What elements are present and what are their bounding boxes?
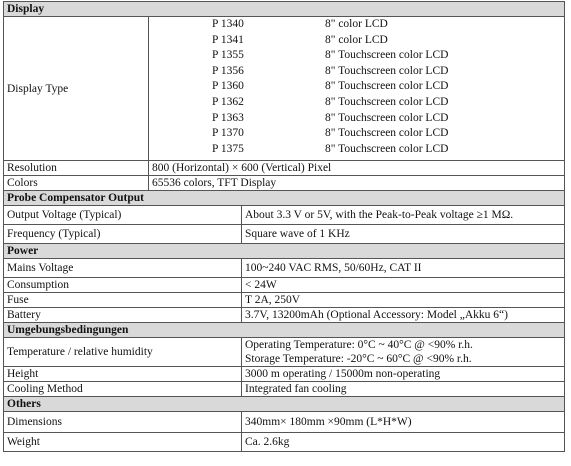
row-cooling bbox=[4, 382, 565, 397]
display-model-description: 8" Touchscreen color LCD bbox=[325, 80, 449, 93]
battery-value: 3.7V, 13200mAh (Optional Accessory: Model „Akku 6“) bbox=[242, 308, 565, 323]
section-environment-header bbox=[4, 323, 565, 338]
row-fuse bbox=[4, 293, 565, 308]
height-value: 3000 m operating / 15000m non-operating bbox=[242, 367, 565, 382]
section-title-power: Power bbox=[4, 244, 565, 259]
cooling-value: Integrated fan cooling bbox=[242, 382, 565, 397]
battery-label: Battery bbox=[4, 308, 242, 323]
display-model-description: 8" Touchscreen color LCD bbox=[325, 49, 449, 62]
weight-value: Ca. 2.6kg bbox=[242, 433, 565, 452]
display-model-description: 8" Touchscreen color LCD bbox=[325, 64, 449, 77]
temperature-value bbox=[242, 338, 565, 367]
display-type-label: Display Type bbox=[4, 17, 149, 161]
display-model-description: 8" Touchscreen color LCD bbox=[325, 142, 449, 155]
dimensions-value: 340mm× 180mm ×90mm (L*H*W) bbox=[242, 412, 565, 433]
display-model-number: P 1341 bbox=[212, 33, 244, 46]
mains-voltage-label: Mains Voltage bbox=[4, 259, 242, 278]
row-weight bbox=[4, 433, 565, 452]
display-model-number: P 1356 bbox=[212, 64, 244, 77]
colors-value: 65536 colors, TFT Display bbox=[149, 176, 565, 191]
row-temperature bbox=[4, 338, 565, 367]
output-voltage-label: Output Voltage (Typical) bbox=[4, 206, 242, 225]
resolution-value: 800 (Horizontal) × 600 (Vertical) Pixel bbox=[149, 161, 565, 176]
consumption-value: < 24W bbox=[242, 278, 565, 293]
display-models-cell bbox=[149, 17, 565, 161]
row-battery bbox=[4, 308, 565, 323]
row-mains-voltage bbox=[4, 259, 565, 278]
resolution-label: Resolution bbox=[4, 161, 149, 176]
fuse-value: T 2A, 250V bbox=[242, 293, 565, 308]
storage-temperature: Storage Temperature: -20°C ~ 60°C @ <90% r.h. bbox=[245, 353, 472, 365]
section-title-environment: Umgebungsbedingungen bbox=[4, 323, 565, 338]
row-frequency bbox=[4, 225, 565, 244]
display-model-number: P 1375 bbox=[212, 142, 244, 155]
colors-label: Colors bbox=[4, 176, 149, 191]
display-model-description: 8" Touchscreen color LCD bbox=[325, 127, 449, 140]
row-consumption bbox=[4, 278, 565, 293]
display-model-number: P 1355 bbox=[212, 49, 244, 62]
dimensions-label: Dimensions bbox=[4, 412, 242, 433]
frequency-label: Frequency (Typical) bbox=[4, 225, 242, 244]
height-label: Height bbox=[4, 367, 242, 382]
display-model-description: 8" Touchscreen color LCD bbox=[325, 111, 449, 124]
cooling-label: Cooling Method bbox=[4, 382, 242, 397]
row-display-type bbox=[4, 17, 565, 161]
display-model-number: P 1360 bbox=[212, 80, 244, 93]
display-model-number: P 1370 bbox=[212, 127, 244, 140]
row-colors bbox=[4, 176, 565, 191]
row-dimensions bbox=[4, 412, 565, 433]
display-model-description: 8" Touchscreen color LCD bbox=[325, 95, 449, 108]
display-model-number: P 1340 bbox=[212, 18, 244, 30]
section-power-header bbox=[4, 244, 565, 259]
display-model-description: 8" color LCD bbox=[325, 33, 388, 46]
display-models-list bbox=[149, 17, 564, 157]
row-height bbox=[4, 367, 565, 382]
consumption-label: Consumption bbox=[4, 278, 242, 293]
row-output-voltage bbox=[4, 206, 565, 225]
specifications-table bbox=[3, 1, 565, 452]
frequency-value: Square wave of 1 KHz bbox=[242, 225, 565, 244]
section-title-others: Others bbox=[4, 397, 565, 412]
fuse-label: Fuse bbox=[4, 293, 242, 308]
section-title-display: Display bbox=[4, 2, 565, 17]
row-resolution bbox=[4, 161, 565, 176]
section-display-header bbox=[4, 2, 565, 17]
section-others-header bbox=[4, 397, 565, 412]
weight-label: Weight bbox=[4, 433, 242, 452]
section-title-probe: Probe Compensator Output bbox=[4, 191, 565, 206]
operating-temperature: Operating Temperature: 0°C ~ 40°C @ <90% r.h. bbox=[245, 339, 473, 351]
display-model-number: P 1363 bbox=[212, 111, 244, 124]
section-probe-header bbox=[4, 191, 565, 206]
output-voltage-value: About 3.3 V or 5V, with the Peak-to-Peak voltage ≥1 MΩ. bbox=[242, 206, 565, 225]
mains-voltage-value: 100~240 VAC RMS, 50/60Hz, CAT II bbox=[242, 259, 565, 278]
temperature-label: Temperature / relative humidity bbox=[4, 338, 242, 367]
display-model-number: P 1362 bbox=[212, 95, 244, 108]
display-model-description: 8" color LCD bbox=[325, 18, 388, 30]
